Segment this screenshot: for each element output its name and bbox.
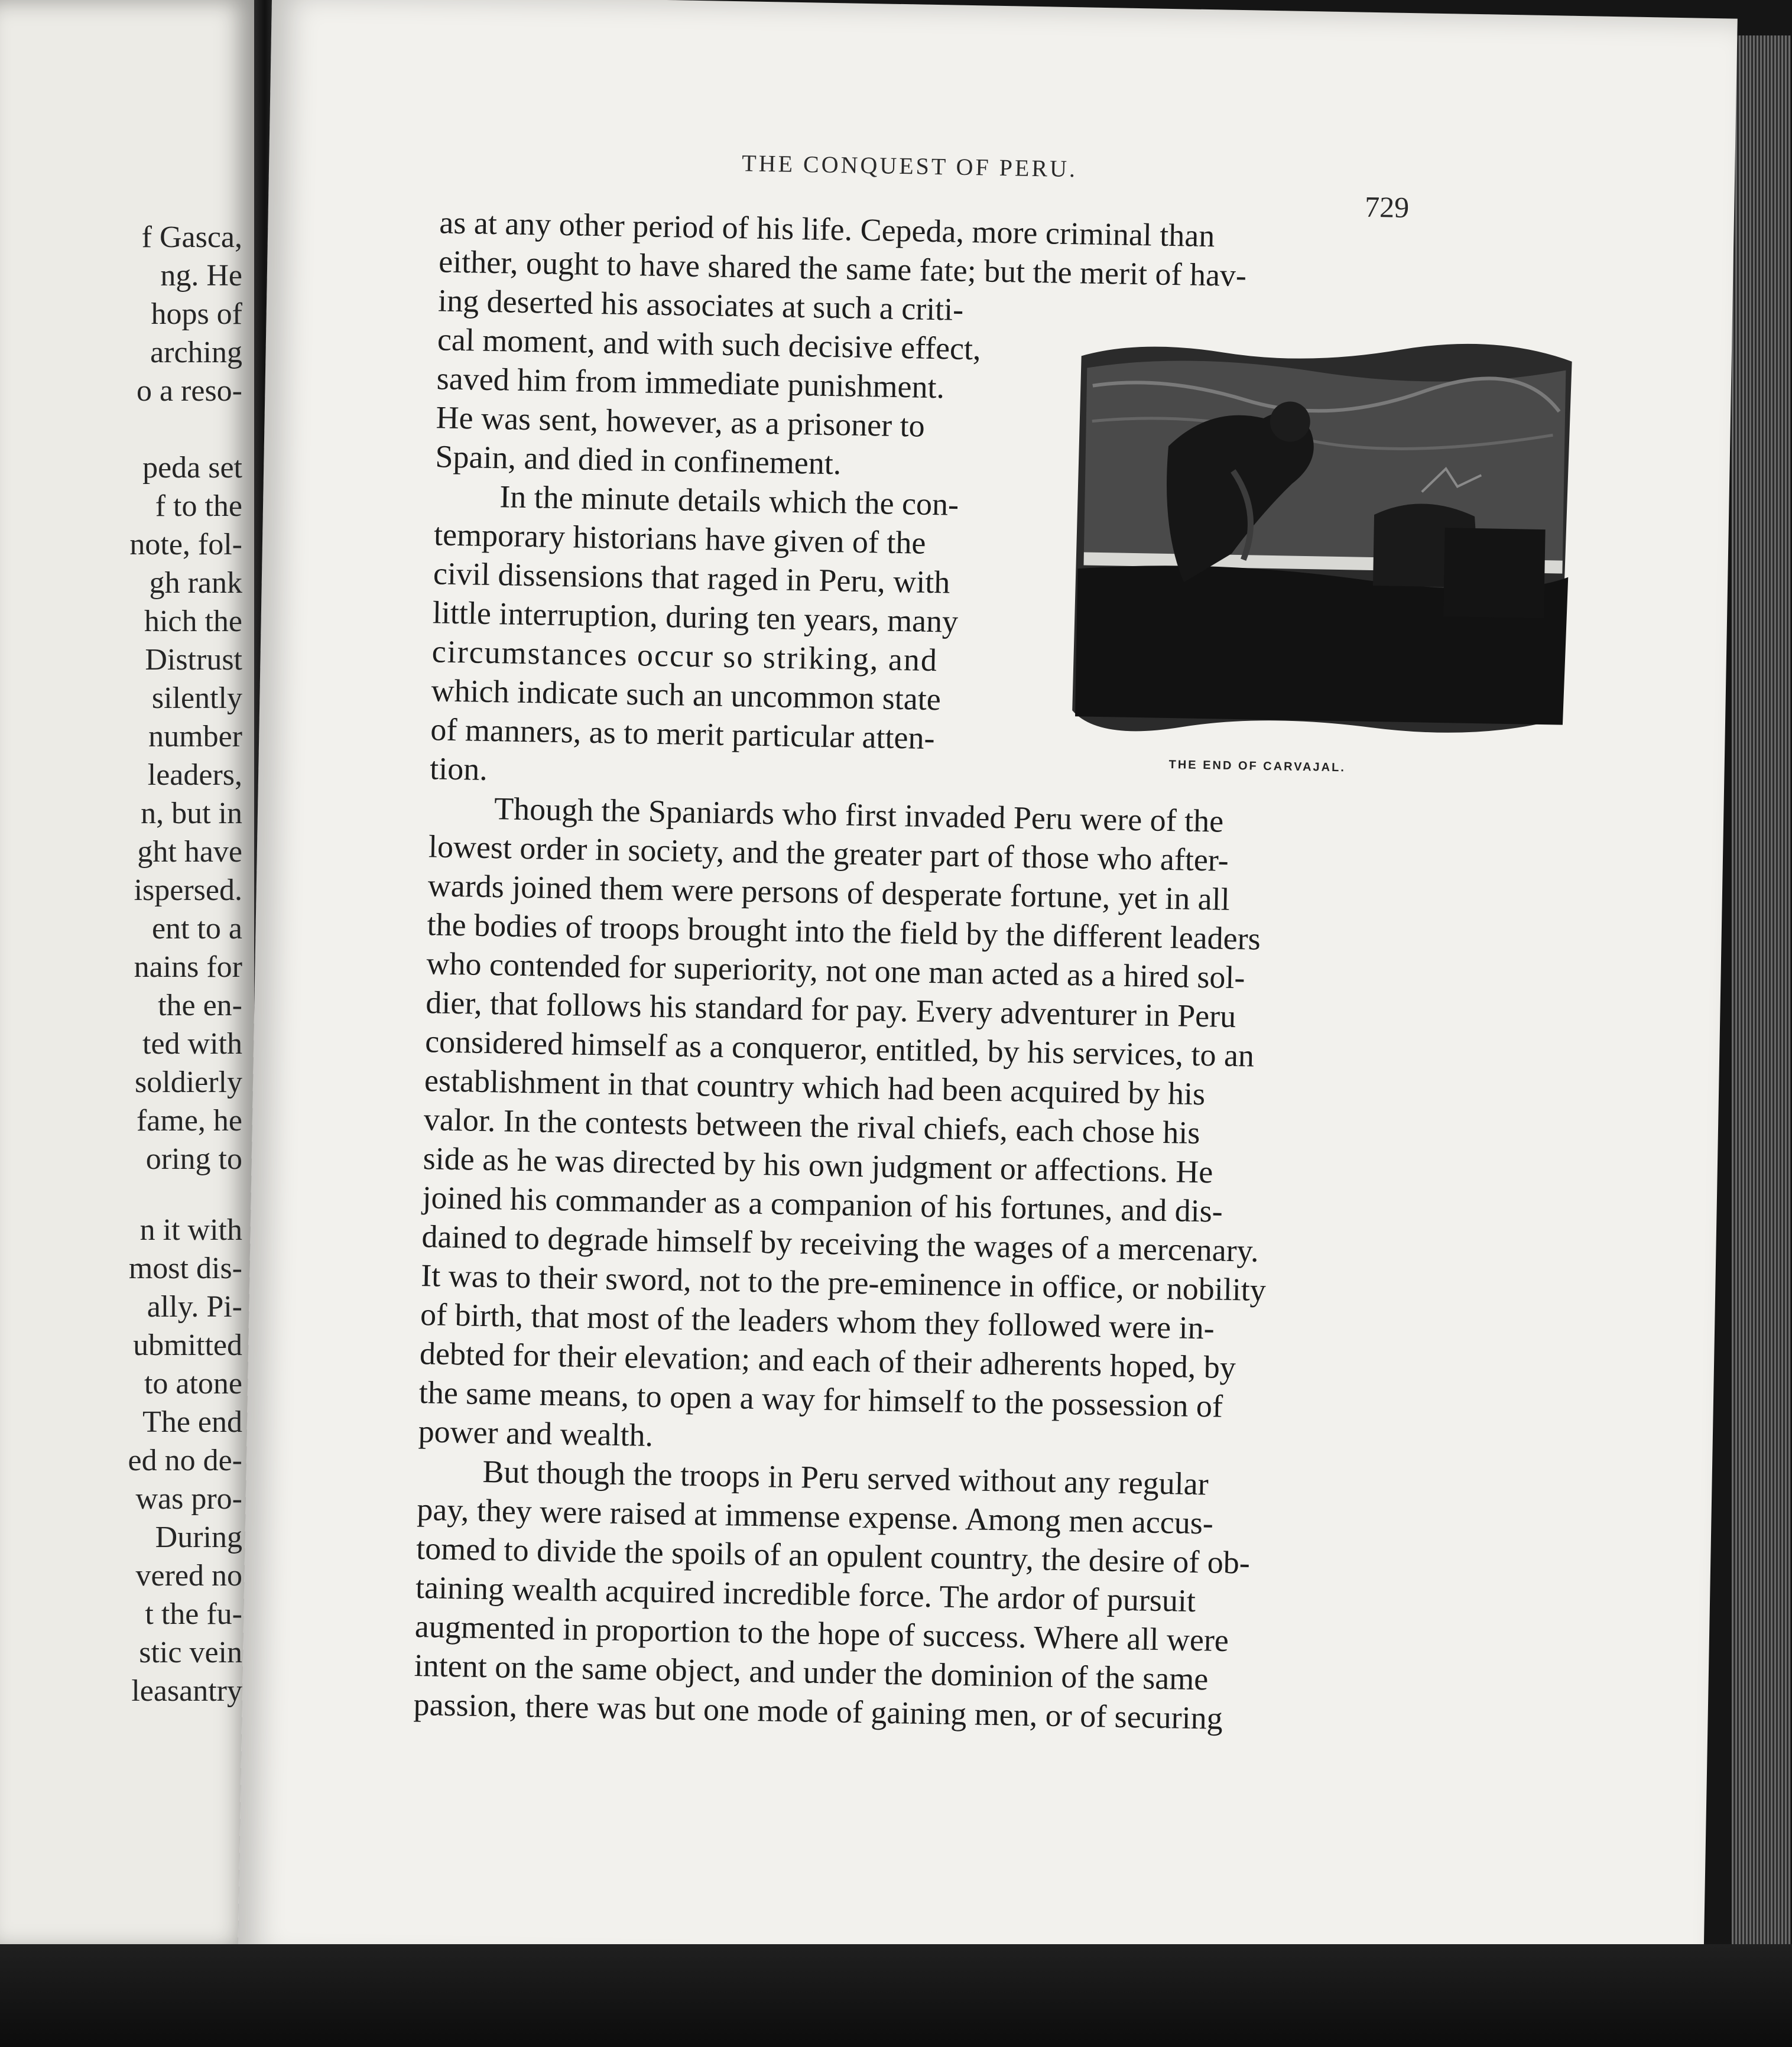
facing-text-line: arching xyxy=(150,336,242,369)
facing-text-line: ubmitted xyxy=(133,1328,242,1362)
facing-text-line: fame, he xyxy=(136,1104,242,1138)
text-line: pay, they were raised at immense expense. Among men accus- xyxy=(416,1492,1214,1541)
facing-text-line: During xyxy=(155,1520,242,1554)
facing-text-line: silently xyxy=(151,681,242,715)
text-line: either, ought to have shared the same fate; but the merit of hav- xyxy=(438,243,1247,294)
facing-page xyxy=(0,0,254,1950)
text-line: side as he was directed by his own judgment or affections. He xyxy=(423,1141,1213,1190)
facing-text-line: The end xyxy=(142,1405,242,1439)
page-stack-edge xyxy=(1732,35,1791,1956)
facing-text-line: o a reso- xyxy=(136,374,242,408)
facing-text-line: hich the xyxy=(144,605,242,638)
facing-text-line: f Gasca, xyxy=(141,220,242,254)
text-line: Though the Spaniards who first invaded Peru were of the xyxy=(494,791,1224,839)
text-line: wards joined them were persons of desperate fortune, yet in all xyxy=(427,867,1231,917)
facing-text-line: n it with xyxy=(139,1213,242,1247)
facing-text-line: oring to xyxy=(145,1142,242,1176)
facing-text-line: ted with xyxy=(142,1027,242,1061)
text-line: But though the troops in Peru served without any regular xyxy=(482,1453,1209,1502)
text-line: Spain, and died in confinement. xyxy=(435,438,842,482)
text-line: valor. In the contests between the rival chiefs, each chose his xyxy=(423,1102,1200,1151)
facing-text-line: to atone xyxy=(144,1367,242,1401)
facing-text-line: peda set xyxy=(142,451,242,485)
facing-text-line: gh rank xyxy=(149,566,242,600)
text-line: power and wealth. xyxy=(418,1414,654,1453)
facing-text-line: stic vein xyxy=(139,1636,242,1669)
text-line: lowest order in society, and the greater part of those who after- xyxy=(428,828,1229,878)
facing-text-line: was pro- xyxy=(135,1482,242,1516)
facing-text-line: the en- xyxy=(158,989,242,1022)
text-line: considered himself as a conqueror, entitled, by his services, to an xyxy=(424,1024,1255,1074)
text-line: saved him from immediate punishment. xyxy=(436,360,945,405)
text-line: augmented in proportion to the hope of success. Where all were xyxy=(414,1609,1229,1659)
facing-text-line: ght have xyxy=(137,835,242,869)
facing-text-line: hops of xyxy=(151,297,242,331)
text-line: intent on the same object, and under the dominion of the same xyxy=(414,1647,1209,1697)
text-line: the bodies of troops brought into the field by the different leaders xyxy=(427,906,1261,957)
text-line: joined his commander as a companion of his fortunes, and dis- xyxy=(422,1180,1223,1229)
facing-text-line: most dis- xyxy=(128,1252,242,1285)
text-line: which indicate such an uncommon state xyxy=(431,672,942,717)
text-line: of manners, as to merit particular atten- xyxy=(430,711,936,756)
facing-text-line: leaders, xyxy=(147,758,242,792)
text-line: taining wealth acquired incredible force. The ardor of pursuit xyxy=(415,1570,1196,1619)
facing-text-line: soldierly xyxy=(135,1065,242,1099)
text-line: ing deserted his associates at such a criti- xyxy=(437,282,964,327)
text-line: of birth, that most of the leaders whom they followed were in- xyxy=(420,1297,1215,1346)
facing-text-line: f to the xyxy=(155,489,242,523)
main-page xyxy=(238,0,1738,1986)
text-line: dained to degrade himself by receiving the wages of a mercenary. xyxy=(421,1219,1259,1269)
facing-text-line: t the fu- xyxy=(145,1597,242,1631)
text-line: the same means, to open a way for himself to the possession of xyxy=(418,1375,1223,1424)
text-line: civil dissensions that raged in Peru, with xyxy=(433,555,950,600)
facing-text-line: number xyxy=(148,720,242,753)
text-line: as at any other period of his life. Cepeda, more criminal than xyxy=(439,204,1215,254)
scan-bottom-shadow xyxy=(0,1944,1792,2047)
carvajal-illustration xyxy=(1063,332,1578,755)
text-line: temporary historians have given of the xyxy=(433,516,926,561)
facing-text-line: Distrust xyxy=(145,643,242,677)
text-line: tion. xyxy=(429,750,488,787)
text-line: tomed to divide the spoils of an opulent country, the desire of ob- xyxy=(415,1531,1251,1581)
text-line: circumstances occur so striking, and xyxy=(431,633,939,678)
facing-text-line: ally. Pi- xyxy=(147,1290,242,1324)
text-line: dier, that follows his standard for pay. Every adventurer in Peru xyxy=(425,984,1236,1035)
running-head: THE CONQUEST OF PERU. xyxy=(741,150,1078,183)
text-line: passion, there was but one mode of gaining men, or of securing xyxy=(413,1686,1223,1736)
facing-text-line: n, but in xyxy=(141,797,242,830)
text-line: cal moment, and with such decisive effect, xyxy=(437,321,982,367)
text-line: little interruption, during ten years, many xyxy=(432,594,959,639)
text-line: It was to their sword, not to the pre-eminence in office, or nobility xyxy=(420,1258,1267,1308)
text-line: He was sent, however, as a prisoner to xyxy=(436,399,926,444)
facing-text-line: ent to a xyxy=(151,912,242,945)
facing-text-line: ng. He xyxy=(160,259,242,293)
facing-text-line: nains for xyxy=(134,950,242,984)
text-line: who contended for superiority, not one man acted as a hired sol- xyxy=(426,945,1245,996)
page-number: 729 xyxy=(1364,190,1410,224)
facing-text-line: leasantry xyxy=(131,1674,242,1708)
text-line: In the minute details which the con- xyxy=(499,479,959,522)
facing-text-line: ed no de- xyxy=(128,1444,242,1477)
facing-text-line: vered no xyxy=(135,1559,242,1593)
illustration-caption: THE END OF CARVAJAL. xyxy=(1168,758,1346,775)
text-line: establishment in that country which had been acquired by his xyxy=(424,1063,1206,1112)
facing-text-line: note, fol- xyxy=(129,528,242,561)
facing-text-line: ispersed. xyxy=(134,873,242,907)
text-line: debted for their elevation; and each of their adherents hoped, by xyxy=(419,1336,1236,1386)
